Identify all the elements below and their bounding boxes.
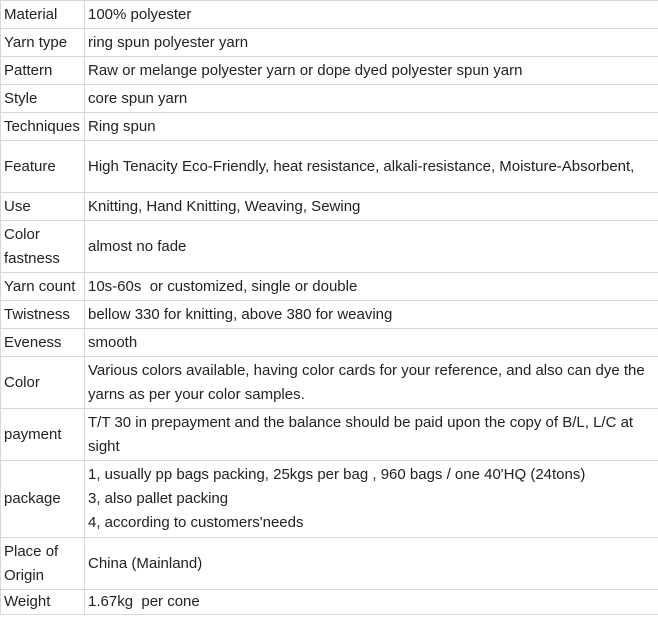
row-label-color-fastness: Color fastness (1, 221, 85, 273)
package-line: 1, usually pp bags packing, 25kgs per bag , 960 bags / one 40'HQ (24tons) (88, 466, 586, 483)
row-value-color-fastness: almost no fade (85, 221, 658, 273)
row-label-package: package (1, 461, 85, 538)
row-label-pattern: Pattern (1, 57, 85, 85)
row-value-yarn-type: ring spun polyester yarn (85, 29, 658, 57)
table-row (1, 221, 658, 273)
row-label-place-of-origin: Place of Origin (1, 538, 85, 590)
table-row (1, 193, 658, 221)
table-row (1, 590, 658, 615)
row-value-eveness: smooth (85, 329, 658, 357)
table-row (1, 1, 658, 29)
row-label-yarn-count: Yarn count (1, 273, 85, 301)
table-row (1, 113, 658, 141)
table-row (1, 29, 658, 57)
row-value-twistness: bellow 330 for knitting, above 380 for weaving (85, 301, 658, 329)
row-value-place-of-origin: China (Mainland) (85, 538, 658, 590)
row-label-weight: Weight (1, 590, 85, 615)
row-value-techniques: Ring spun (85, 113, 658, 141)
package-line: 3, also pallet packing (88, 490, 229, 507)
row-value-payment: T/T 30 in prepayment and the balance should be paid upon the copy of B/L, L/C at sight (85, 409, 658, 461)
package-line: 4, according to customers'needs (88, 514, 304, 531)
row-label-style: Style (1, 85, 85, 113)
table-row (1, 538, 658, 590)
row-value-pattern: Raw or melange polyester yarn or dope dyed polyester spun yarn (85, 57, 658, 85)
row-value-weight: 1.67kg per cone (85, 590, 658, 615)
table-row (1, 141, 658, 193)
row-value-color: Various colors available, having color cards for your reference, and also can dye the yarns as per your color samples. (85, 357, 658, 409)
row-value-yarn-count: 10s-60s or customized, single or double (85, 273, 658, 301)
row-value-use: Knitting, Hand Knitting, Weaving, Sewing (85, 193, 658, 221)
row-label-color: Color (1, 357, 85, 409)
row-label-feature: Feature (1, 141, 85, 193)
row-label-use: Use (1, 193, 85, 221)
table-row (1, 57, 658, 85)
row-value-style: core spun yarn (85, 85, 658, 113)
row-value-package (85, 461, 658, 538)
row-label-techniques: Techniques (1, 113, 85, 141)
table-row (1, 357, 658, 409)
row-value-feature: High Tenacity Eco-Friendly, heat resistance, alkali-resistance, Moisture-Absorbent, (85, 141, 658, 193)
table-row (1, 301, 658, 329)
table-row (1, 85, 658, 113)
row-label-material: Material (1, 1, 85, 29)
table-row (1, 461, 658, 538)
table-row (1, 273, 658, 301)
row-value-material: 100% polyester (85, 1, 658, 29)
row-label-yarn-type: Yarn type (1, 29, 85, 57)
row-label-eveness: Eveness (1, 329, 85, 357)
table-row (1, 409, 658, 461)
row-label-payment: payment (1, 409, 85, 461)
row-label-twistness: Twistness (1, 301, 85, 329)
table-row (1, 329, 658, 357)
